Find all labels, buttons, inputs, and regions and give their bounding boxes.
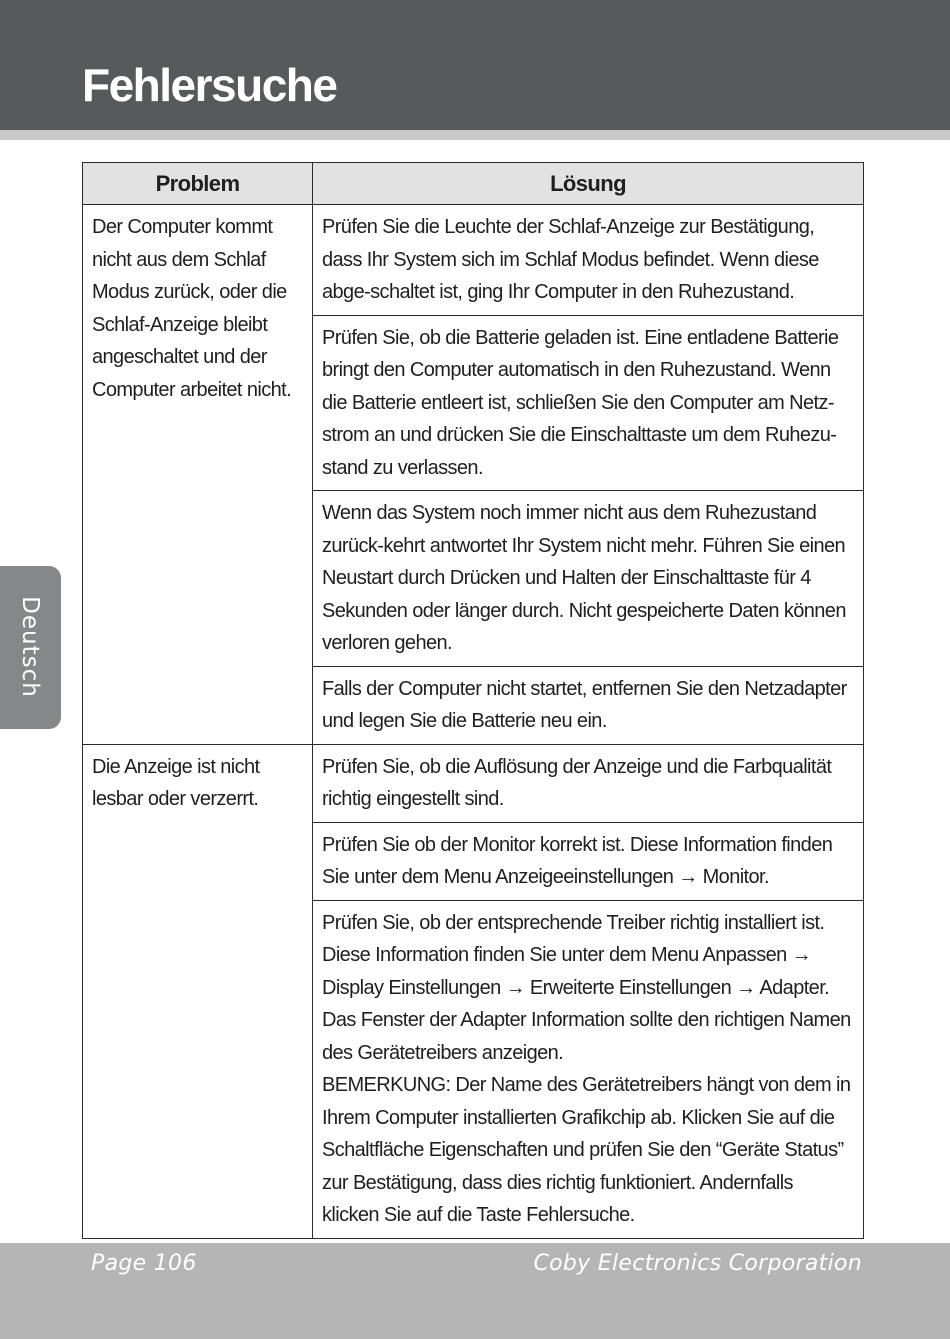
- solution-cell: Wenn das System noch immer nicht aus dem Ruhezustand zurück-kehrt antwortet Ihr System nicht mehr. Führen Sie einen Neustart durch Drücken und Halten der Einschalttaste für 4 Sekunden oder länger durch. Nicht gespeicherte Daten können verloren gehen.: [313, 491, 864, 667]
- table-row: [83, 744, 864, 822]
- solution-cell: Prüfen Sie, ob die Auflösung der Anzeige und die Farbqualität richtig eingestellt sind.: [313, 744, 864, 822]
- page-number: Page 106: [91, 1251, 197, 1276]
- solution-cell: Falls der Computer nicht startet, entfernen Sie den Netzadapter und legen Sie die Batterie neu ein.: [313, 666, 864, 744]
- note-text: BEMERKUNG: Der Name des Gerätetreibers hängt von dem in Ihrem Computer installierten Grafikchip ab. Klicken Sie auf die Schaltfläche Eigenschaften und prüfen Sie den “Geräte Status” zur Bestätigung, dass dies richtig funktioniert. Andernfalls klicken Sie auf die Taste Fehlersuche.: [322, 1074, 851, 1226]
- problem-cell: Die Anzeige ist nicht lesbar oder verzerrt.: [83, 744, 313, 1238]
- solution-cell: Prüfen Sie, ob die Batterie geladen ist. Eine entladene Batterie bringt den Computer automatisch in den Ruhezustand. Wenn die Batterie entleert ist, schließen Sie den Computer am Netz-strom an und drücken Sie die Einschalttaste um dem Ruhezu-stand zu verlassen.: [313, 315, 864, 491]
- table-header-row: [83, 163, 864, 205]
- problem-cell: Der Computer kommt nicht aus dem Schlaf Modus zurück, oder die Schlaf-Anzeige bleibt angeschaltet und der Computer arbeitet nicht.: [83, 205, 313, 745]
- solution-cell: Prüfen Sie ob der Monitor korrekt ist. Diese Information finden Sie unter dem Menu Anzeigeeinstellungen → Monitor.: [313, 822, 864, 900]
- solution-cell: Prüfen Sie die Leuchte der Schlaf-Anzeige zur Bestätigung, dass Ihr System sich im Schlaf Modus befindet. Wenn diese abge-schaltet ist, ging Ihr Computer in den Ruhezustand.: [313, 205, 864, 316]
- header-divider: [0, 130, 950, 140]
- language-tab-label: Deutsch: [17, 596, 43, 698]
- table-row: [83, 205, 864, 316]
- column-header-problem: Problem: [83, 163, 313, 205]
- page-title: Fehlersuche: [82, 59, 337, 111]
- solution-text: Prüfen Sie, ob der entsprechende Treiber richtig installiert ist. Diese Information finden Sie unter dem Menu Anpassen → Display Einstellungen → Erweiterte Einstellungen → Adapter. Das Fenster der Adapter Information sollte den richtigen Namen des Gerätetreibers anzeigen.: [322, 911, 851, 1064]
- solution-cell: [313, 900, 864, 1238]
- column-header-solution: Lösung: [313, 163, 864, 205]
- company-name: Coby Electronics Corporation: [533, 1251, 862, 1276]
- troubleshooting-table: [82, 162, 864, 1239]
